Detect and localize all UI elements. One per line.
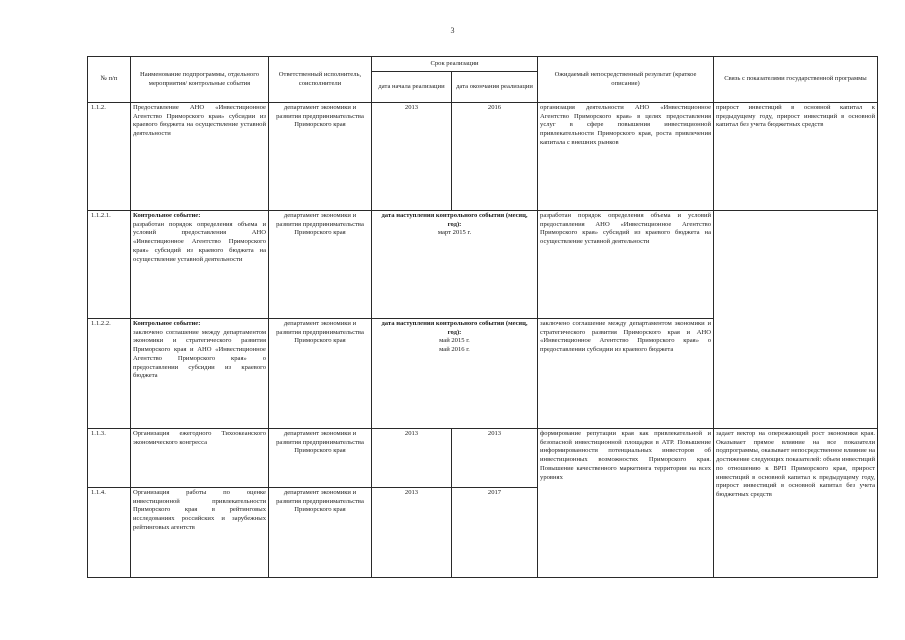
row-name: Организация работы по оценке инвестиционной привлекательности Приморского края в рейтинговых исследованиях российских и зарубежных рейтинговых агентств [131,488,269,578]
header-num: № п/п [88,57,131,103]
control-event-text: заключено соглашение между департаментом экономики и стратегического развития Приморского края и АНО «Инвестиционное Агентство Приморского края» о предоставлении субсидии из краевого бюджета [133,328,266,380]
row-end: 2013 [452,429,538,488]
table-row [88,103,878,211]
header-period: Срок реализации [372,57,538,72]
row-link-shared: задает вектор на опережающий рост экономики края. Оказывает прямое влияние на все показатели подпрограммы, оказывает непосредственное влияние на достижение следующих показателей: объем инвестиций по отношению к ВРП Приморского края, прирост инвестиций в основной капитал к предыдущему году, прирост инвестиций в основной капитал без учета бюджетных средств [714,429,878,578]
control-date-value: май 2015 г. [439,337,470,345]
row-link-empty [714,211,878,429]
header-start: дата начала реализации [372,72,452,103]
control-event-label: Контрольное событие: [133,320,201,327]
row-result: заключено соглашение между департаментом экономики и стратегического развития Приморского края и АНО «Инвестиционное Агентство Приморского края» о предоставлении субсидии из краевого бюджета [538,319,714,429]
program-table [87,56,878,578]
row-name: Предоставление АНО «Инвестиционное Агентство Приморского края» субсидии из краевого бюджета на осуществление уставной деятельности [131,103,269,211]
control-event-text: разработан порядок определения объема и условий предоставления АНО «Инвестиционное Агентство Приморского края» субсидий из краевого бюджета на осуществление уставной деятельности [133,220,266,263]
row-result: организация деятельности АНО «Инвестиционное Агентство Приморского края» в целях предоставления услуг в сфере повышения инвестиционной привлекательности Приморского края, роста привлечения капитала с внешних рынков [538,103,714,211]
row-num: 1.1.2.2. [88,319,131,429]
row-start: 2013 [372,103,452,211]
control-date-value: март 2015 г. [437,229,472,237]
row-responsible: департамент экономики и развития предпринимательства Приморского края [269,319,372,429]
row-start: 2013 [372,429,452,488]
row-responsible: департамент экономики и развития предпринимательства Приморского края [269,429,372,488]
row-control-date [372,211,538,319]
row-end: 2016 [452,103,538,211]
row-num: 1.1.2.1. [88,211,131,319]
control-date-heading: дата наступления контрольного события (месяц, год): [381,212,528,228]
row-start: 2013 [372,488,452,578]
header-name: Наименование подпрограммы, отдельного мероприятия/ контрольные события [131,57,269,103]
control-date-heading: дата наступления контрольного события (месяц, год): [381,320,528,336]
row-num: 1.1.4. [88,488,131,578]
control-date-value: май 2016 г. [439,346,470,354]
row-responsible: департамент экономики и развития предпринимательства Приморского края [269,211,372,319]
row-responsible: департамент экономики и развития предпринимательства Приморского края [269,103,372,211]
page-number: 3 [450,26,455,35]
row-control-date [372,319,538,429]
row-num: 1.1.2. [88,103,131,211]
row-name [131,211,269,319]
control-event-label: Контрольное событие: [133,212,201,219]
header-responsible: Ответственный исполнитель, соисполнители [269,57,372,103]
row-result-shared: формирование репутации края как привлекательной и безопасной инвестиционной площадки в АТР. Повышение информированности потенциальных инвесторов об инвестиционных возможностях Приморского края. Повышение качественного маркетинга территории на всех уровнях [538,429,714,578]
table-row [88,211,878,319]
table-row [88,429,878,488]
row-name [131,319,269,429]
row-responsible: департамент экономики и развития предпринимательства Приморского края [269,488,372,578]
row-name: Организация ежегодного Тихоокеанского экономического конгресса [131,429,269,488]
row-num: 1.1.3. [88,429,131,488]
header-end: дата окончания реализации [452,72,538,103]
row-end: 2017 [452,488,538,578]
header-link: Связь с показателями государственной программы [714,57,878,103]
row-link: прирост инвестиций в основной капитал к предыдущему году, прирост инвестиций в основной капитал без учета бюджетных средств [714,103,878,211]
row-result: разработан порядок определения объема и условий предоставления АНО «Инвестиционное Агентство Приморского края» субсидий из краевого бюджета на осуществление уставной деятельности [538,211,714,319]
header-result: Ожидаемый непосредственный результат (краткое описание) [538,57,714,103]
